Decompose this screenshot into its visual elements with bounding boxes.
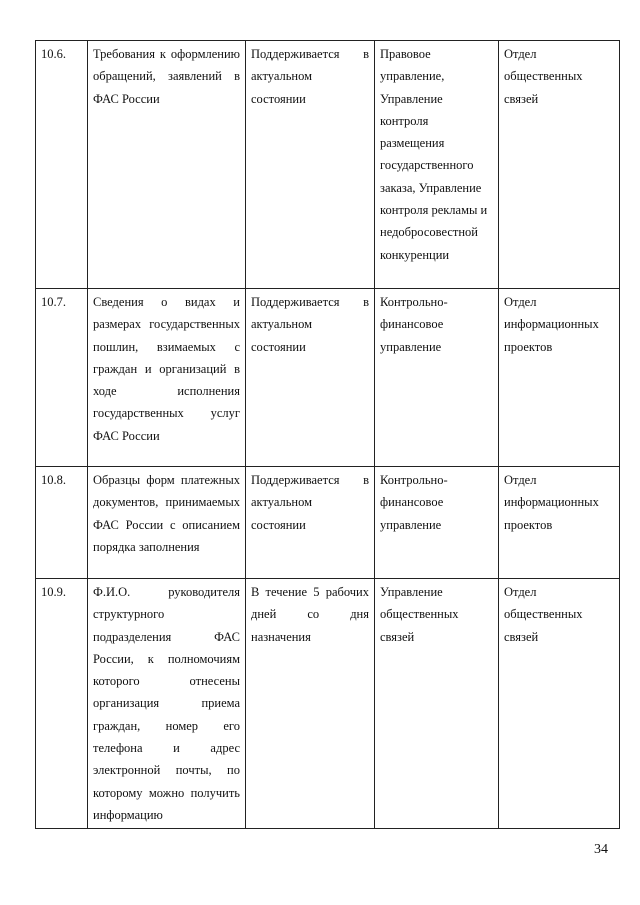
timing-cell: Поддерживается в актуальном состоянии: [246, 289, 375, 467]
timing-cell: Поддерживается в актуальном состоянии: [246, 467, 375, 579]
timing-cell: В течение 5 рабочих дней со дня назначения: [246, 579, 375, 829]
timing-cell: Поддерживается в актуальном состоянии: [246, 41, 375, 289]
row-number: 10.6.: [36, 41, 88, 289]
responsible-cell: Контрольно-финансовое управление: [375, 467, 499, 579]
responsible-cell: Управление общественных связей: [375, 579, 499, 829]
row-number: 10.9.: [36, 579, 88, 829]
publisher-cell: Отдел информационных проектов: [499, 467, 620, 579]
page-number: 34: [594, 842, 608, 857]
row-number: 10.8.: [36, 467, 88, 579]
publisher-cell: Отдел общественных связей: [499, 41, 620, 289]
table-row: [36, 579, 620, 829]
requirement-cell: Образцы форм платежных документов, принимаемых ФАС России с описанием порядка заполнения: [88, 467, 246, 579]
responsible-cell: Правовое управление, Управление контроля размещения государственного заказа, Управление контроля рекламы и недобросовестной конкуренции: [375, 41, 499, 289]
publisher-cell: Отдел общественных связей: [499, 579, 620, 829]
table-row: [36, 467, 620, 579]
requirement-cell: Ф.И.О. руководителя структурного подразделения ФАС России, к полномочиям которого отнесены организация приема граждан, номер его телефона и адрес электронной почты, по которому можно получить информацию: [88, 579, 246, 829]
requirement-cell: Требования к оформлению обращений, заявлений в ФАС России: [88, 41, 246, 289]
requirement-cell: Сведения о видах и размерах государственных пошлин, взимаемых с граждан и организаций в ходе исполнения государственных услуг ФАС России: [88, 289, 246, 467]
document-table: [35, 40, 620, 829]
table-row: [36, 41, 620, 289]
publisher-cell: Отдел информационных проектов: [499, 289, 620, 467]
row-number: 10.7.: [36, 289, 88, 467]
table-row: [36, 289, 620, 467]
responsible-cell: Контрольно-финансовое управление: [375, 289, 499, 467]
